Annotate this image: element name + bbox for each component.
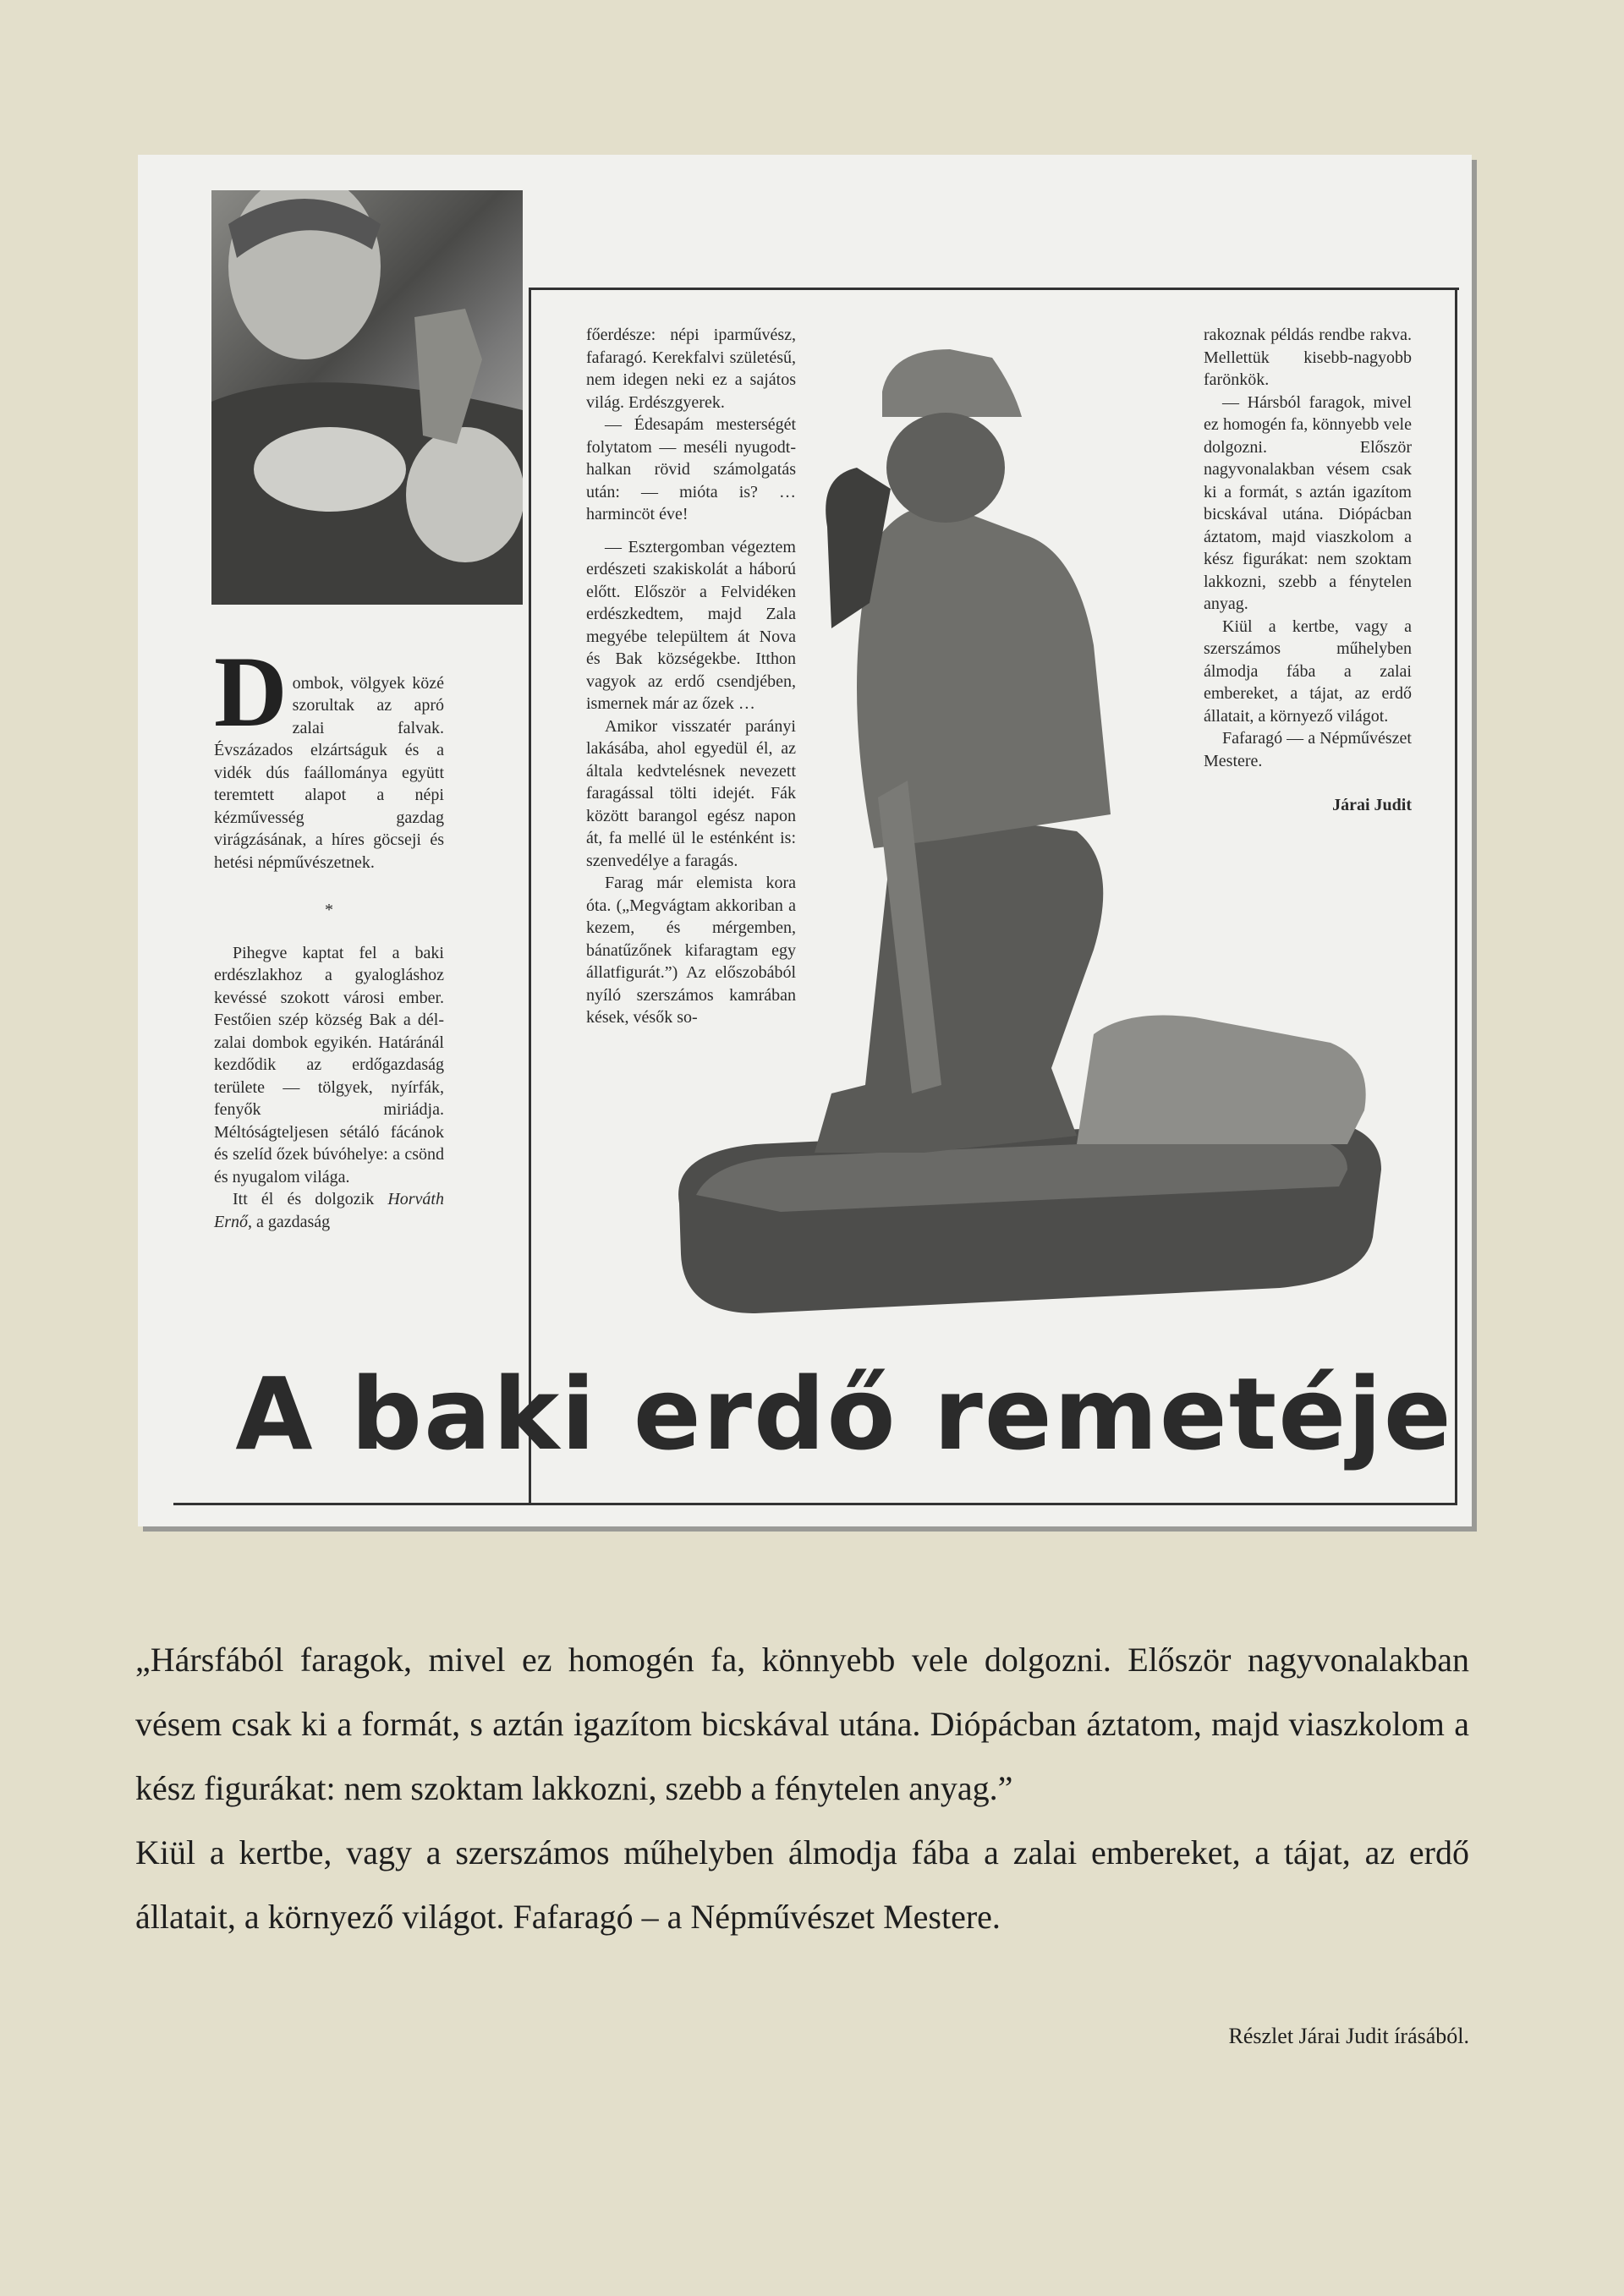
paragraph: Pihegve kaptat fel a baki erdészlakhoz a gyalogláshoz kevéssé szokott városi ember. Festőien szép község Bak a dél-zalai dombok egyikén. Határánál kezdődik az erdőgazdaság területe — tölgyek, nyírfák, fenyők miriádja. Méltóságteljesen sétáló fácánok és szelíd őzek búvóhelye: a csönd és nyugalom világa. [214, 943, 444, 1186]
author-signature: Járai Judit [1332, 796, 1412, 814]
quote-paragraph: „Hársfából faragok, mivel ez homogén fa, könnyebb vele dolgozni. Először nagyvonalakban vésem csak ki a formát, s aztán igazítom bicskával utána. Diópácban áztatom, majd viaszkolom a kész figurákat: nem szoktam lakkozni, szebb a fénytelen anyag.” [135, 1641, 1469, 1807]
paragraph: — Esztergomban végeztem erdészeti szakiskolát a háború előtt. Először a Felvidéken erdészkedtem, majd Zala megyébe települtem át Nova és Bak községekbe. Itthon vagyok az erdő csendjében, ismernek már az őzek … [586, 537, 796, 713]
frame-line [173, 1503, 1457, 1505]
paragraph: ombok, völgyek közé szorultak az apró zalai falvak. Évszázados elzártságuk és a vidék dús faállománya együtt teremtett alapot a népi kézművesség gazdag virágzásának, a híres göcseji és hetési népművészetnek. [214, 673, 444, 872]
paragraph: — Édesapám mesterségét folytatom — meséli nyugodt-halkan rövid számolgatás után: — mióta is? … harmincöt éve! [586, 415, 796, 523]
article-title: A baki erdő remetéje [235, 1356, 1453, 1472]
paragraph: Itt él és dolgozik Horváth Ernő, a gazdaság [214, 1190, 444, 1231]
article-column-2 [586, 324, 796, 1029]
frame-line [1455, 288, 1457, 1505]
article-column-3 [1204, 324, 1412, 817]
paragraph: főerdésze: népi iparművész, fafaragó. Kerekfalvi születésű, nem idegen neki ez a sajátos világ. Erdészgyerek. [586, 326, 796, 412]
frame-line [529, 288, 1459, 290]
paragraph: Fafaragó — a Népművészet Mestere. [1204, 729, 1412, 770]
quote-paragraph: Kiül a kertbe, vagy a szerszámos műhelyben álmodja fába a zalai embereket, a tájat, az erdő állatait, a környező világot. Fafaragó – a Népművészet Mestere. [135, 1833, 1469, 1936]
paragraph: — Hársból faragok, mivel ez homogén fa, könnyebb vele dolgozni. Először nagyvonalakban vésem csak ki a formát, s aztán igazítom bicskával utána. Diópácban áztatom, majd viaszkolom a kész figurákat: nem szoktam lakkozni, szebb a fénytelen anyag. [1204, 392, 1412, 613]
carver-photo [211, 190, 523, 605]
newspaper-clipping [138, 155, 1472, 1526]
paragraph: Amikor visszatér parányi lakásába, ahol egyedül él, az általa kedvtelésnek nevezett faragással tölti idejét. Fák között barangol egész napon át, fa mellé ül le esténként is: szenvedélye a faragás. [586, 716, 796, 870]
drop-cap: D [214, 635, 288, 748]
paragraph: rakoznak példás rendbe rakva. Mellettük kisebb-nagyobb farönkök. [1204, 326, 1412, 389]
paragraph: Kiül a kertbe, vagy a szerszámos műhelyben álmodja fába a zalai embereket, a tájat, az erdő állatait, a környező világot. [1204, 616, 1412, 726]
separator-asterisk: * [325, 901, 333, 919]
source-credit: Részlet Járai Judit írásából. [1228, 2024, 1469, 2048]
frame-line [529, 288, 531, 1505]
quote-text [135, 1628, 1469, 1949]
article-column-1 [214, 635, 444, 1233]
paragraph: Farag már elemista kora óta. („Megvágtam akkoriban a kezem, és mérgemben, bánatűzőnek kifaragtam egy állatfigurát.”) Az előszobából nyíló szerszámos kamrában kések, vésők so- [586, 874, 796, 1027]
